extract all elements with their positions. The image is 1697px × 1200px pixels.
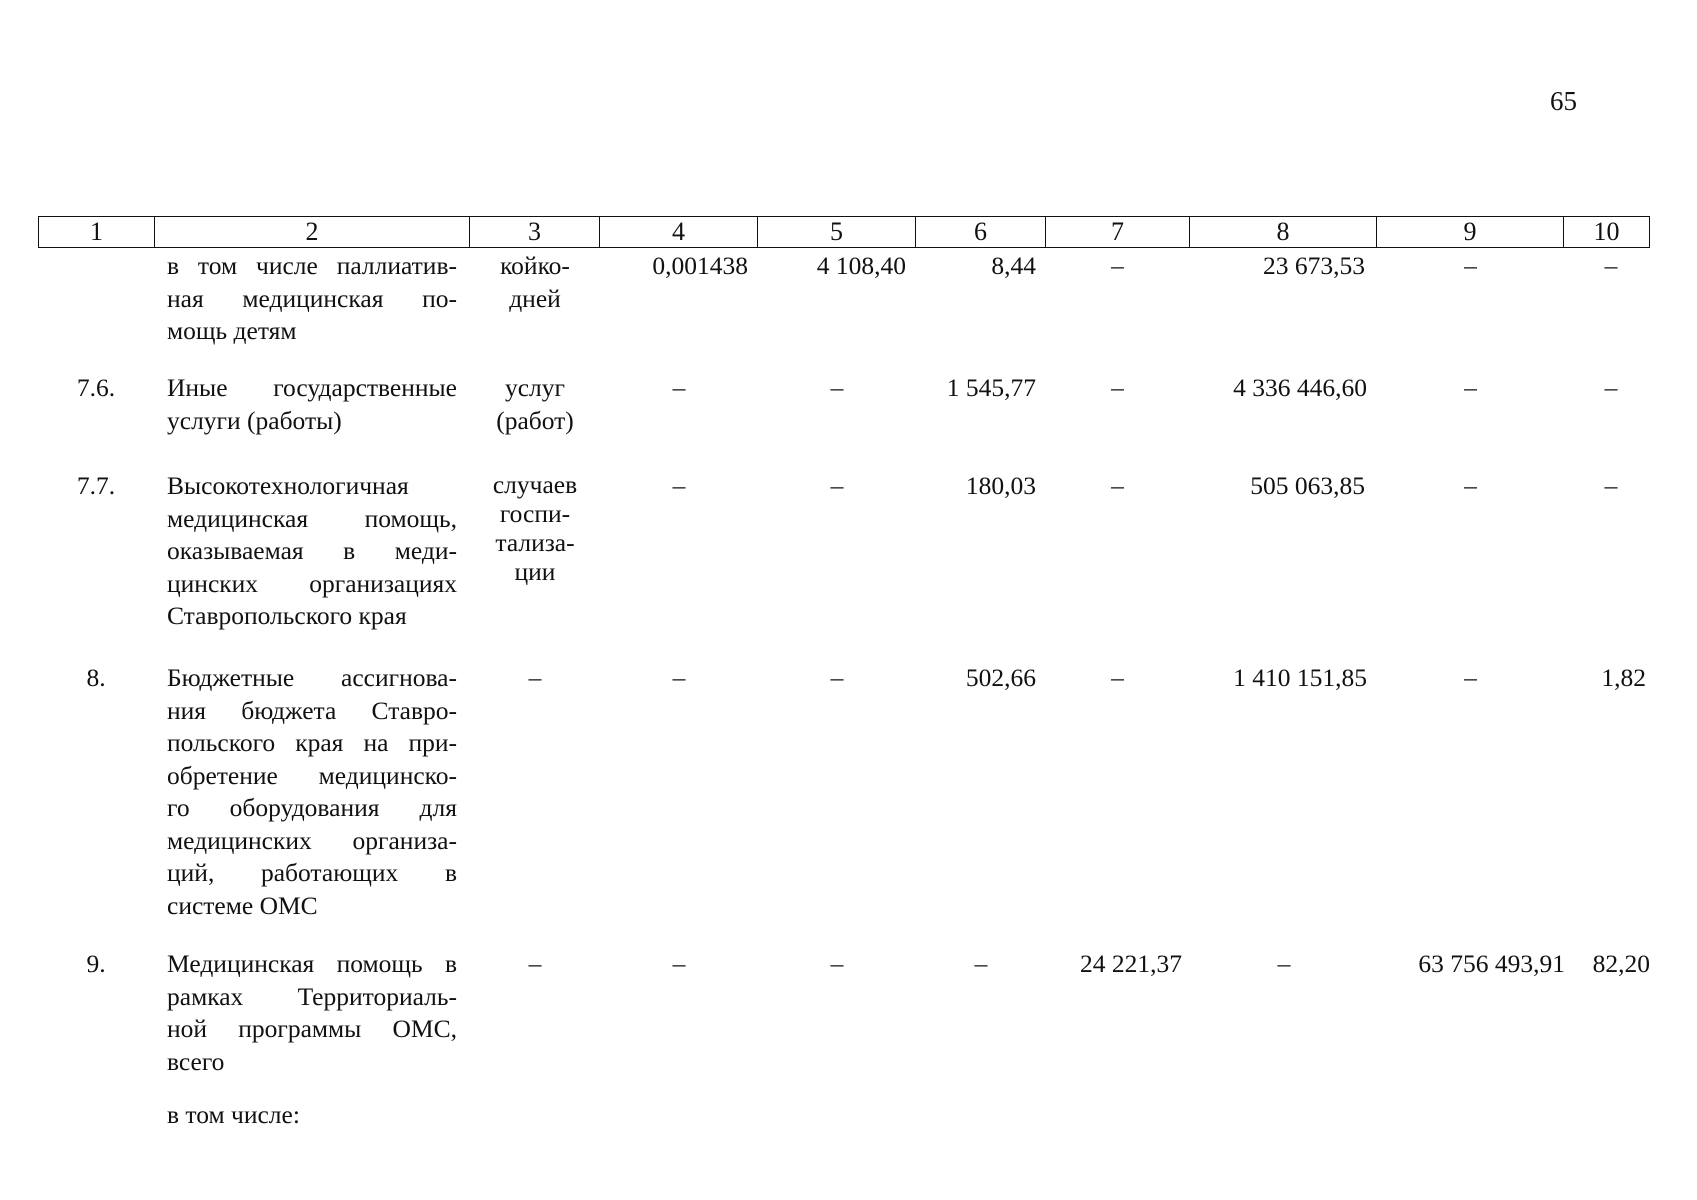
row-col8: – (1277, 949, 1291, 978)
row-col6: – (974, 949, 988, 978)
header-cell-9: 9 (1376, 216, 1564, 248)
row-number: 9. (86, 949, 106, 978)
page-number: 65 (1550, 86, 1577, 116)
row-col7: – (1111, 471, 1124, 500)
row-name: Бюджетные ассигнова- ния бюджета Ставро- польского края на при- обретение медицинско- го оборудования для медицинских организа- ций, работающих в системе ОМС (167, 663, 457, 920)
row-col9: – (1464, 471, 1477, 500)
header-cell-3: 3 (469, 216, 600, 248)
row-col10: 82,20 (1592, 949, 1650, 978)
row-unit: случаев госпи- тализа- ции (492, 470, 578, 586)
row-col9: – (1464, 251, 1477, 280)
row-col4: – (672, 373, 686, 402)
row-col6: 8,44 (991, 251, 1036, 280)
row-col9: – (1464, 663, 1477, 692)
row-col8: 505 063,85 (1250, 471, 1365, 500)
row-col5: – (830, 663, 844, 692)
row-col6: 1 545,77 (946, 373, 1036, 402)
row-col4: – (672, 471, 686, 500)
row-col4: 0,001438 (652, 251, 748, 280)
row-name: Медицинская помощь в рамках Территориаль- ной программы ОМС, всего (167, 949, 457, 1076)
row-unit: – (528, 663, 542, 692)
header-cell-7: 7 (1045, 216, 1190, 248)
row-unit: услуг (работ) (496, 373, 574, 435)
row-col10: – (1604, 373, 1618, 402)
header-cell-4: 4 (599, 216, 758, 248)
row-col5: – (830, 471, 844, 500)
row-col6: 180,03 (965, 471, 1036, 500)
row-col10: – (1604, 251, 1618, 280)
row-col4: – (672, 949, 686, 978)
row-col9: – (1464, 373, 1477, 402)
row-col5: – (830, 949, 844, 978)
row-unit: койко- дней (500, 251, 570, 313)
header-cell-2: 2 (154, 216, 470, 248)
row-col8: 1 410 151,85 (1233, 663, 1367, 692)
row-col7: 24 221,37 (1080, 949, 1182, 978)
row-col5: 4 108,40 (816, 251, 906, 280)
row-col4: – (672, 663, 686, 692)
row-col8: 23 673,53 (1263, 251, 1365, 280)
row-number: 8. (86, 663, 106, 692)
row-name: Иные государственные услуги (работы) (167, 373, 457, 435)
row-col5: – (830, 373, 844, 402)
row-col10: – (1604, 471, 1618, 500)
header-cell-8: 8 (1189, 216, 1377, 248)
header-cell-5: 5 (757, 216, 916, 248)
header-cell-10: 10 (1563, 216, 1650, 248)
tail-text: в том числе: (167, 1100, 300, 1129)
row-number: 7.6. (76, 373, 116, 402)
row-number: 7.7. (76, 471, 116, 500)
header-cell-6: 6 (915, 216, 1046, 248)
row-name: в том числе паллиатив- ная медицинская по- мощь детям (167, 251, 457, 345)
row-col7: – (1111, 251, 1124, 280)
row-name: Высокотехнологичная медицинская помощь, оказываемая в меди- цинских организациях Ставропольского края (167, 471, 457, 630)
row-col7: – (1111, 663, 1124, 692)
row-col9: 63 756 493,91 (1418, 949, 1565, 978)
row-col7: – (1111, 373, 1124, 402)
row-col8: 4 336 446,60 (1233, 373, 1367, 402)
row-unit: – (528, 949, 542, 978)
row-col10: 1,82 (1601, 663, 1646, 692)
header-cell-1: 1 (38, 216, 155, 248)
row-col6: 502,66 (965, 663, 1036, 692)
